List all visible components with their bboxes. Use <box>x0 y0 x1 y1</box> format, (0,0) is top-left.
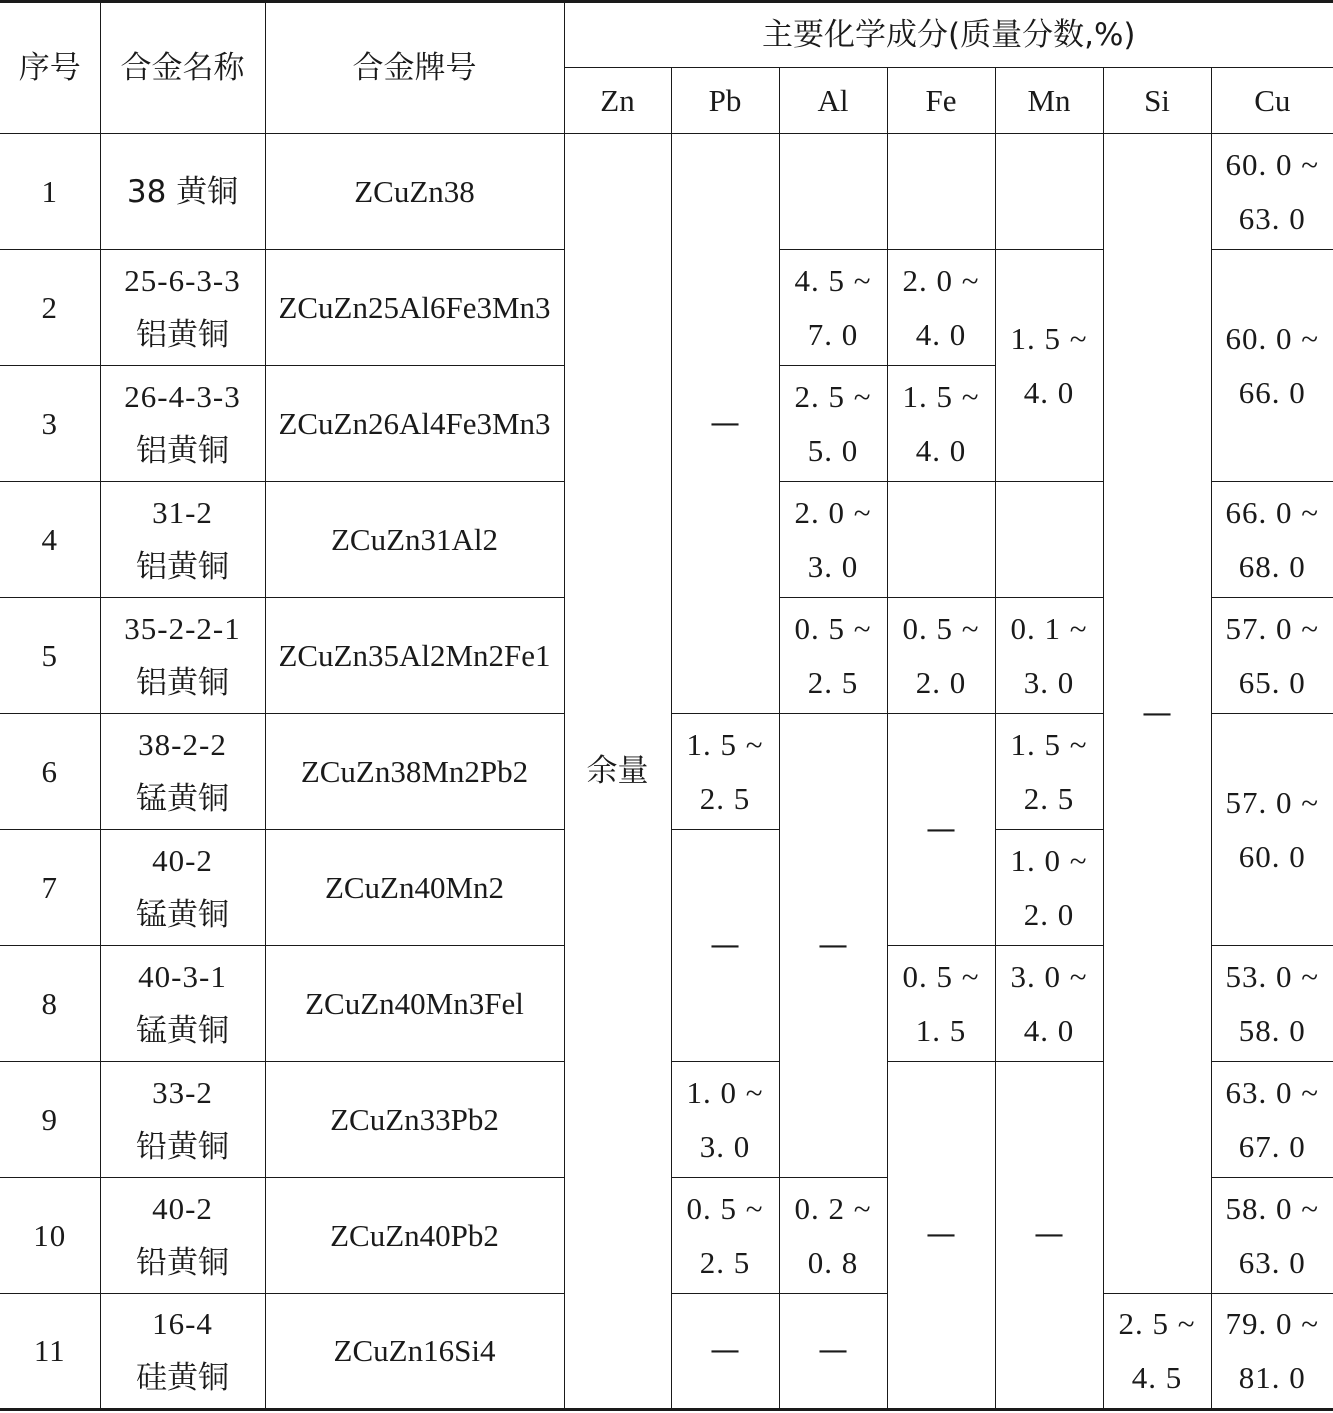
alloy-name-code: 40-2 <box>152 1190 213 1226</box>
al-cell: — <box>779 714 887 1178</box>
alloy-grade-cell: ZCuZn26Al4Fe3Mn3 <box>265 366 564 482</box>
fe-cell: — <box>887 1062 995 1410</box>
alloy-name-type: 硅黄铜 <box>136 1360 229 1396</box>
cu-min: 57. 0 ~ <box>1225 784 1320 820</box>
al-max: 5. 0 <box>807 432 859 468</box>
fe-max: 4. 0 <box>915 432 967 468</box>
alloy-name-cell <box>100 946 265 1062</box>
alloy-name-type: 铝黄铜 <box>136 548 229 585</box>
pb-min: 1. 0 ~ <box>686 1074 764 1110</box>
seq-cell: 1 <box>0 134 100 250</box>
al-min: 4. 5 ~ <box>794 262 872 298</box>
mn-max: 4. 0 <box>1023 1012 1075 1048</box>
seq-cell: 8 <box>0 946 100 1062</box>
pb-max: 2. 5 <box>699 1244 751 1280</box>
seq-cell: 10 <box>0 1178 100 1294</box>
seq-cell: 9 <box>0 1062 100 1178</box>
pb-cell: — <box>671 1294 779 1410</box>
al-min: 0. 2 ~ <box>794 1190 872 1226</box>
seq-cell: 3 <box>0 366 100 482</box>
si-cell <box>1103 1294 1211 1410</box>
cu-max: 60. 0 <box>1238 838 1306 874</box>
pb-cell <box>671 1062 779 1178</box>
al-min: 2. 0 ~ <box>794 494 872 530</box>
cu-min: 79. 0 ~ <box>1225 1306 1320 1341</box>
pb-min: 0. 5 ~ <box>686 1190 764 1226</box>
al-min: 0. 5 ~ <box>794 610 872 646</box>
al-min: 2. 5 ~ <box>794 378 872 414</box>
mn-max: 3. 0 <box>1023 664 1075 700</box>
cu-cell <box>1211 1062 1333 1178</box>
mn-max: 2. 0 <box>1023 896 1075 932</box>
alloy-grade-cell: ZCuZn38Mn2Pb2 <box>265 714 564 830</box>
fe-cell <box>887 366 995 482</box>
alloy-name-code: 25-6-3-3 <box>124 262 241 298</box>
si-max: 4. 5 <box>1131 1360 1183 1395</box>
alloy-grade-cell: ZCuZn33Pb2 <box>265 1062 564 1178</box>
cu-max: 63. 0 <box>1238 200 1306 236</box>
alloy-grade-cell: ZCuZn40Pb2 <box>265 1178 564 1294</box>
fe-cell-empty <box>887 482 995 598</box>
fe-cell <box>887 250 995 366</box>
pb-cell: — <box>671 134 779 714</box>
header-mn: Mn <box>995 68 1103 134</box>
cu-cell <box>1211 1294 1333 1410</box>
alloy-name-cell <box>100 1294 265 1410</box>
header-pb: Pb <box>671 68 779 134</box>
mn-cell <box>995 714 1103 830</box>
alloy-name-type: 锰黄铜 <box>136 1012 229 1049</box>
fe-max: 1. 5 <box>915 1012 967 1048</box>
seq-cell: 5 <box>0 598 100 714</box>
mn-min: 3. 0 ~ <box>1010 958 1088 994</box>
alloy-name-cell <box>100 830 265 946</box>
alloy-name-type: 铅黄铜 <box>136 1244 229 1281</box>
cu-max: 67. 0 <box>1238 1128 1306 1164</box>
alloy-name-cell <box>100 714 265 830</box>
pb-max: 2. 5 <box>699 780 751 816</box>
cu-min: 60. 0 ~ <box>1225 146 1320 182</box>
cu-max: 66. 0 <box>1238 374 1306 410</box>
header-zn: Zn <box>564 68 671 134</box>
cu-min: 57. 0 ~ <box>1225 610 1320 646</box>
seq-cell: 4 <box>0 482 100 598</box>
cu-min: 60. 0 ~ <box>1225 320 1320 356</box>
alloy-grade-cell: ZCuZn16Si4 <box>265 1294 564 1410</box>
zn-cell: 余量 <box>564 134 671 1410</box>
al-cell <box>779 598 887 714</box>
alloy-name-type: 铅黄铜 <box>136 1128 229 1165</box>
header-al: Al <box>779 68 887 134</box>
alloy-name-type: 铝黄铜 <box>136 432 229 469</box>
alloy-name-type: 铝黄铜 <box>136 664 229 701</box>
alloy-name-type: 铝黄铜 <box>136 316 229 353</box>
al-cell-empty <box>779 134 887 250</box>
alloy-name-cell <box>100 366 265 482</box>
mn-min: 1. 5 ~ <box>1010 726 1088 762</box>
fe-cell <box>887 598 995 714</box>
fe-min: 2. 0 ~ <box>902 262 980 298</box>
mn-min: 1. 5 ~ <box>1010 320 1088 356</box>
alloy-name-cell <box>100 250 265 366</box>
alloy-name: 38 黄铜 <box>126 173 239 210</box>
cu-cell <box>1211 250 1333 482</box>
header-seq: 序号 <box>0 2 100 134</box>
alloy-grade-cell: ZCuZn25Al6Fe3Mn3 <box>265 250 564 366</box>
alloy-name-cell <box>100 1178 265 1294</box>
mn-cell-empty <box>995 482 1103 598</box>
fe-cell: — <box>887 714 995 946</box>
alloy-name-code: 35-2-2-1 <box>124 610 241 646</box>
seq-cell: 7 <box>0 830 100 946</box>
cu-cell <box>1211 946 1333 1062</box>
alloy-name-code: 40-3-1 <box>138 958 227 994</box>
al-cell: — <box>779 1294 887 1410</box>
alloy-grade-cell: ZCuZn35Al2Mn2Fe1 <box>265 598 564 714</box>
al-max: 2. 5 <box>807 664 859 700</box>
cu-max: 68. 0 <box>1238 548 1306 584</box>
pb-cell <box>671 1178 779 1294</box>
fe-cell-empty <box>887 134 995 250</box>
mn-cell <box>995 598 1103 714</box>
header-si: Si <box>1103 68 1211 134</box>
alloy-name-code: 26-4-3-3 <box>124 378 241 414</box>
mn-cell-empty <box>995 134 1103 250</box>
pb-cell <box>671 714 779 830</box>
alloy-name-code: 40-2 <box>152 842 213 878</box>
cu-cell <box>1211 482 1333 598</box>
seq-cell: 6 <box>0 714 100 830</box>
header-fe: Fe <box>887 68 995 134</box>
header-cu: Cu <box>1211 68 1333 134</box>
alloy-name-type: 锰黄铜 <box>136 780 229 817</box>
cu-min: 53. 0 ~ <box>1225 958 1320 994</box>
alloy-grade-cell: ZCuZn38 <box>265 134 564 250</box>
alloy-name-type: 锰黄铜 <box>136 896 229 933</box>
alloy-grade-cell: ZCuZn40Mn3Fel <box>265 946 564 1062</box>
cu-cell <box>1211 598 1333 714</box>
mn-cell <box>995 250 1103 482</box>
al-cell <box>779 1178 887 1294</box>
alloy-name-cell <box>100 482 265 598</box>
header-row-1 <box>0 2 1333 68</box>
fe-min: 0. 5 ~ <box>902 610 980 646</box>
fe-min: 0. 5 ~ <box>902 958 980 994</box>
mn-cell <box>995 946 1103 1062</box>
table-row <box>0 134 1333 250</box>
pb-cell: — <box>671 830 779 1062</box>
cu-max: 65. 0 <box>1238 664 1306 700</box>
fe-max: 2. 0 <box>915 664 967 700</box>
alloy-grade-cell: ZCuZn31Al2 <box>265 482 564 598</box>
mn-min: 0. 1 ~ <box>1010 610 1088 646</box>
header-alloy-name: 合金名称 <box>100 2 265 134</box>
alloy-name-cell <box>100 134 265 250</box>
mn-min: 1. 0 ~ <box>1010 842 1088 878</box>
cu-max: 81. 0 <box>1238 1360 1306 1395</box>
cu-max: 58. 0 <box>1238 1012 1306 1048</box>
mn-cell: — <box>995 1062 1103 1410</box>
pb-min: 1. 5 ~ <box>686 726 764 762</box>
alloy-name-code: 33-2 <box>152 1074 213 1110</box>
mn-max: 4. 0 <box>1023 374 1075 410</box>
si-min: 2. 5 ~ <box>1118 1306 1196 1341</box>
al-cell <box>779 366 887 482</box>
cu-max: 63. 0 <box>1238 1244 1306 1280</box>
al-cell <box>779 250 887 366</box>
si-cell: — <box>1103 134 1211 1294</box>
header-composition: 主要化学成分(质量分数,%) <box>564 2 1333 68</box>
alloy-name-code: 31-2 <box>152 494 213 530</box>
alloy-grade-cell: ZCuZn40Mn2 <box>265 830 564 946</box>
mn-cell <box>995 830 1103 946</box>
cu-min: 58. 0 ~ <box>1225 1190 1320 1226</box>
seq-cell: 2 <box>0 250 100 366</box>
header-alloy-grade: 合金牌号 <box>265 2 564 134</box>
cu-cell <box>1211 134 1333 250</box>
seq-cell: 11 <box>0 1294 100 1410</box>
pb-max: 3. 0 <box>699 1128 751 1164</box>
mn-max: 2. 5 <box>1023 780 1075 816</box>
fe-max: 4. 0 <box>915 316 967 352</box>
al-max: 0. 8 <box>807 1244 859 1280</box>
alloy-name-cell <box>100 598 265 714</box>
cu-cell <box>1211 1178 1333 1294</box>
alloy-name-cell <box>100 1062 265 1178</box>
al-max: 3. 0 <box>807 548 859 584</box>
alloy-name-code: 16-4 <box>152 1306 213 1341</box>
fe-cell <box>887 946 995 1062</box>
fe-min: 1. 5 ~ <box>902 378 980 414</box>
alloy-name-code: 38-2-2 <box>138 726 227 762</box>
cu-cell <box>1211 714 1333 946</box>
al-cell <box>779 482 887 598</box>
al-max: 7. 0 <box>807 316 859 352</box>
cu-min: 63. 0 ~ <box>1225 1074 1320 1110</box>
cu-min: 66. 0 ~ <box>1225 494 1320 530</box>
